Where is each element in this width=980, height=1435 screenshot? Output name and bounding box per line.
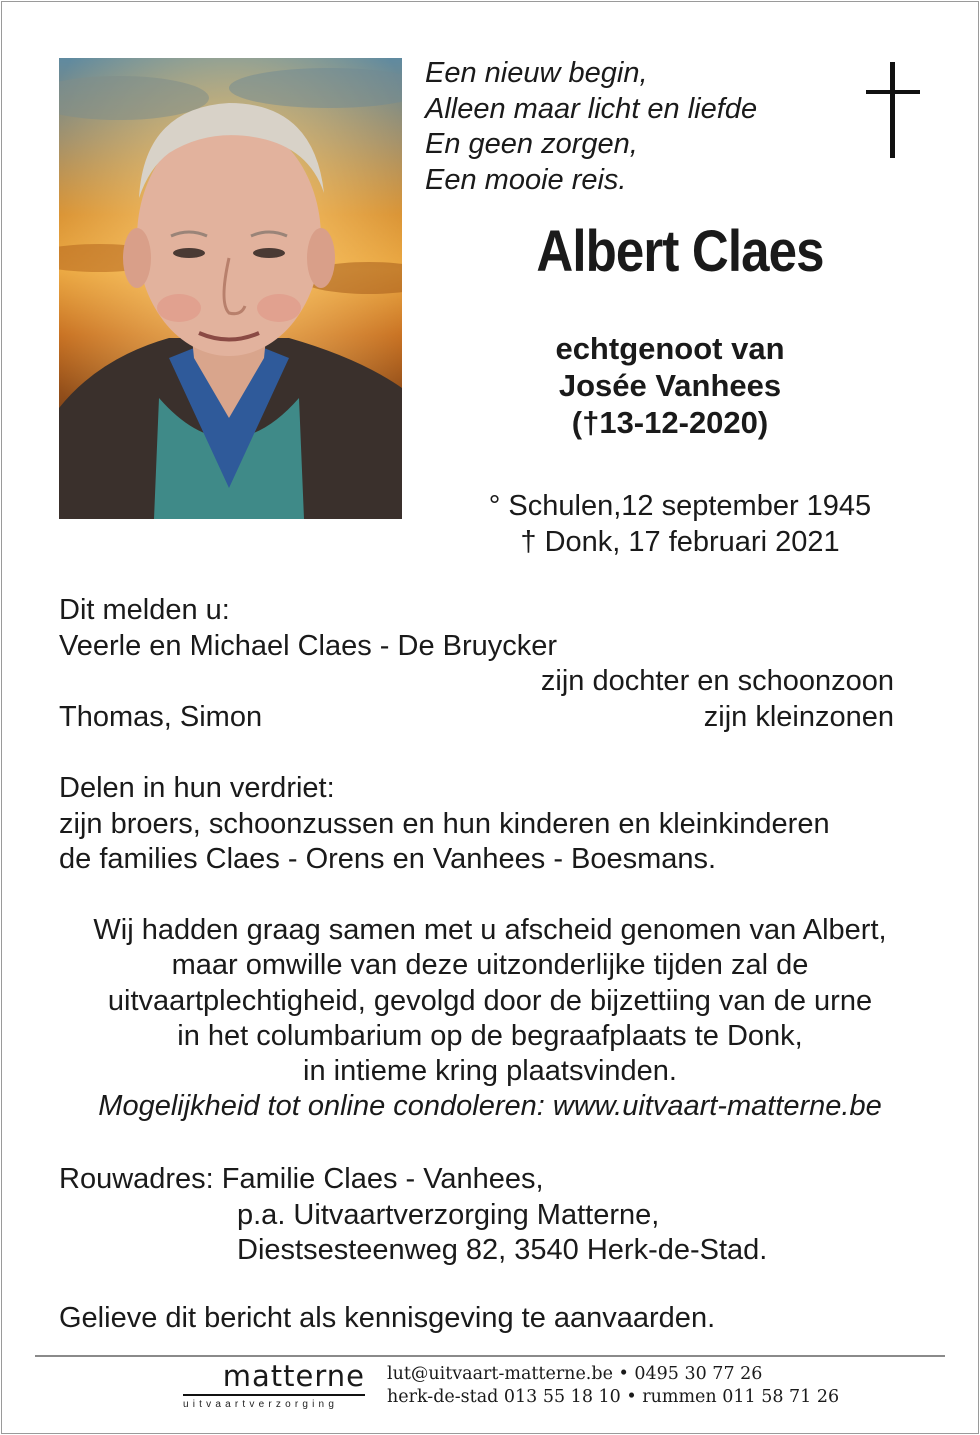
grandsons-relation: zijn kleinzonen: [703, 700, 894, 733]
logo-underline: [183, 1394, 365, 1396]
logo-subtitle: uitvaartverzorging: [183, 1399, 339, 1410]
contact-line: herk-de-stad 013 55 18 10 • rummen 011 58 71 26: [387, 1387, 840, 1407]
farewell-line: in intieme kring plaatsvinden.: [303, 1055, 677, 1088]
farewell-line: in het columbarium op de begraafplaats te Donk,: [177, 1019, 803, 1052]
footer-divider: [35, 1355, 945, 1357]
deceased-name: Albert Claes: [536, 219, 824, 284]
cross-icon: [866, 62, 922, 160]
grandsons-row: [59, 700, 919, 736]
address-line: Diestsesteenweg 82, 3540 Herk-de-Stad.: [237, 1234, 768, 1266]
closing-text: Gelieve dit bericht als kennisgeving te aanvaarden.: [59, 1302, 716, 1334]
address-line: p.a. Uitvaartverzorging Matterne,: [237, 1198, 660, 1231]
spouse-name: Josée Vanhees: [558, 368, 782, 403]
announce-heading: Dit melden u:: [59, 594, 230, 626]
announcement-block: [59, 593, 919, 735]
birth-date: ° Schulen,12 september 1945: [488, 490, 872, 522]
spouse-death-date: (†13-12-2020): [571, 405, 769, 440]
farewell-line: uitvaartplechtigheid, gevolgd door de bijzettiing van de urne: [107, 984, 873, 1017]
poem: [425, 56, 757, 198]
daughter-names: Veerle en Michael Claes - De Bruycker: [59, 629, 558, 662]
contact-line: lut@uitvaart-matterne.be • 0495 30 77 26: [387, 1364, 763, 1384]
logo-word: matterne: [222, 1359, 365, 1393]
farewell-block: [40, 913, 940, 1125]
farewell-line: Wij hadden graag samen met u afscheid genomen van Albert,: [93, 914, 887, 946]
sharing-block: [59, 771, 919, 878]
poem-line: Alleen maar licht en liefde: [425, 92, 758, 125]
condolence-line: Mogelijkheid tot online condoleren: www.uitvaart-matterne.be: [98, 1090, 882, 1123]
grandsons-names: Thomas, Simon: [59, 700, 263, 733]
spouse-relation: echtgenoot van: [555, 331, 785, 366]
sharing-line: de families Claes - Orens en Vanhees - Boesmans.: [59, 843, 717, 875]
address-line: Rouwadres: Familie Claes - Vanhees,: [59, 1163, 544, 1195]
contact-info: [387, 1363, 839, 1409]
farewell-line: maar omwille van deze uitzonderlijke tijden zal de: [171, 949, 809, 982]
matterne-logo: [183, 1360, 365, 1410]
daughter-relation: zijn dochter en schoonzoon: [540, 665, 894, 697]
poem-line: Een nieuw begin,: [425, 57, 648, 89]
life-dates: [440, 488, 920, 560]
sharing-line: zijn broers, schoonzussen en hun kinderen en kleinkinderen: [59, 807, 830, 840]
poem-line: En geen zorgen,: [425, 128, 638, 160]
death-date: † Donk, 17 februari 2021: [520, 526, 840, 558]
portrait-illustration: [59, 58, 402, 519]
spouse-block: [470, 330, 870, 441]
portrait-photo: [59, 58, 402, 519]
poem-line: Een mooie reis.: [425, 163, 627, 196]
sharing-heading: Delen in hun verdriet:: [59, 772, 335, 804]
address-block: [59, 1162, 767, 1269]
